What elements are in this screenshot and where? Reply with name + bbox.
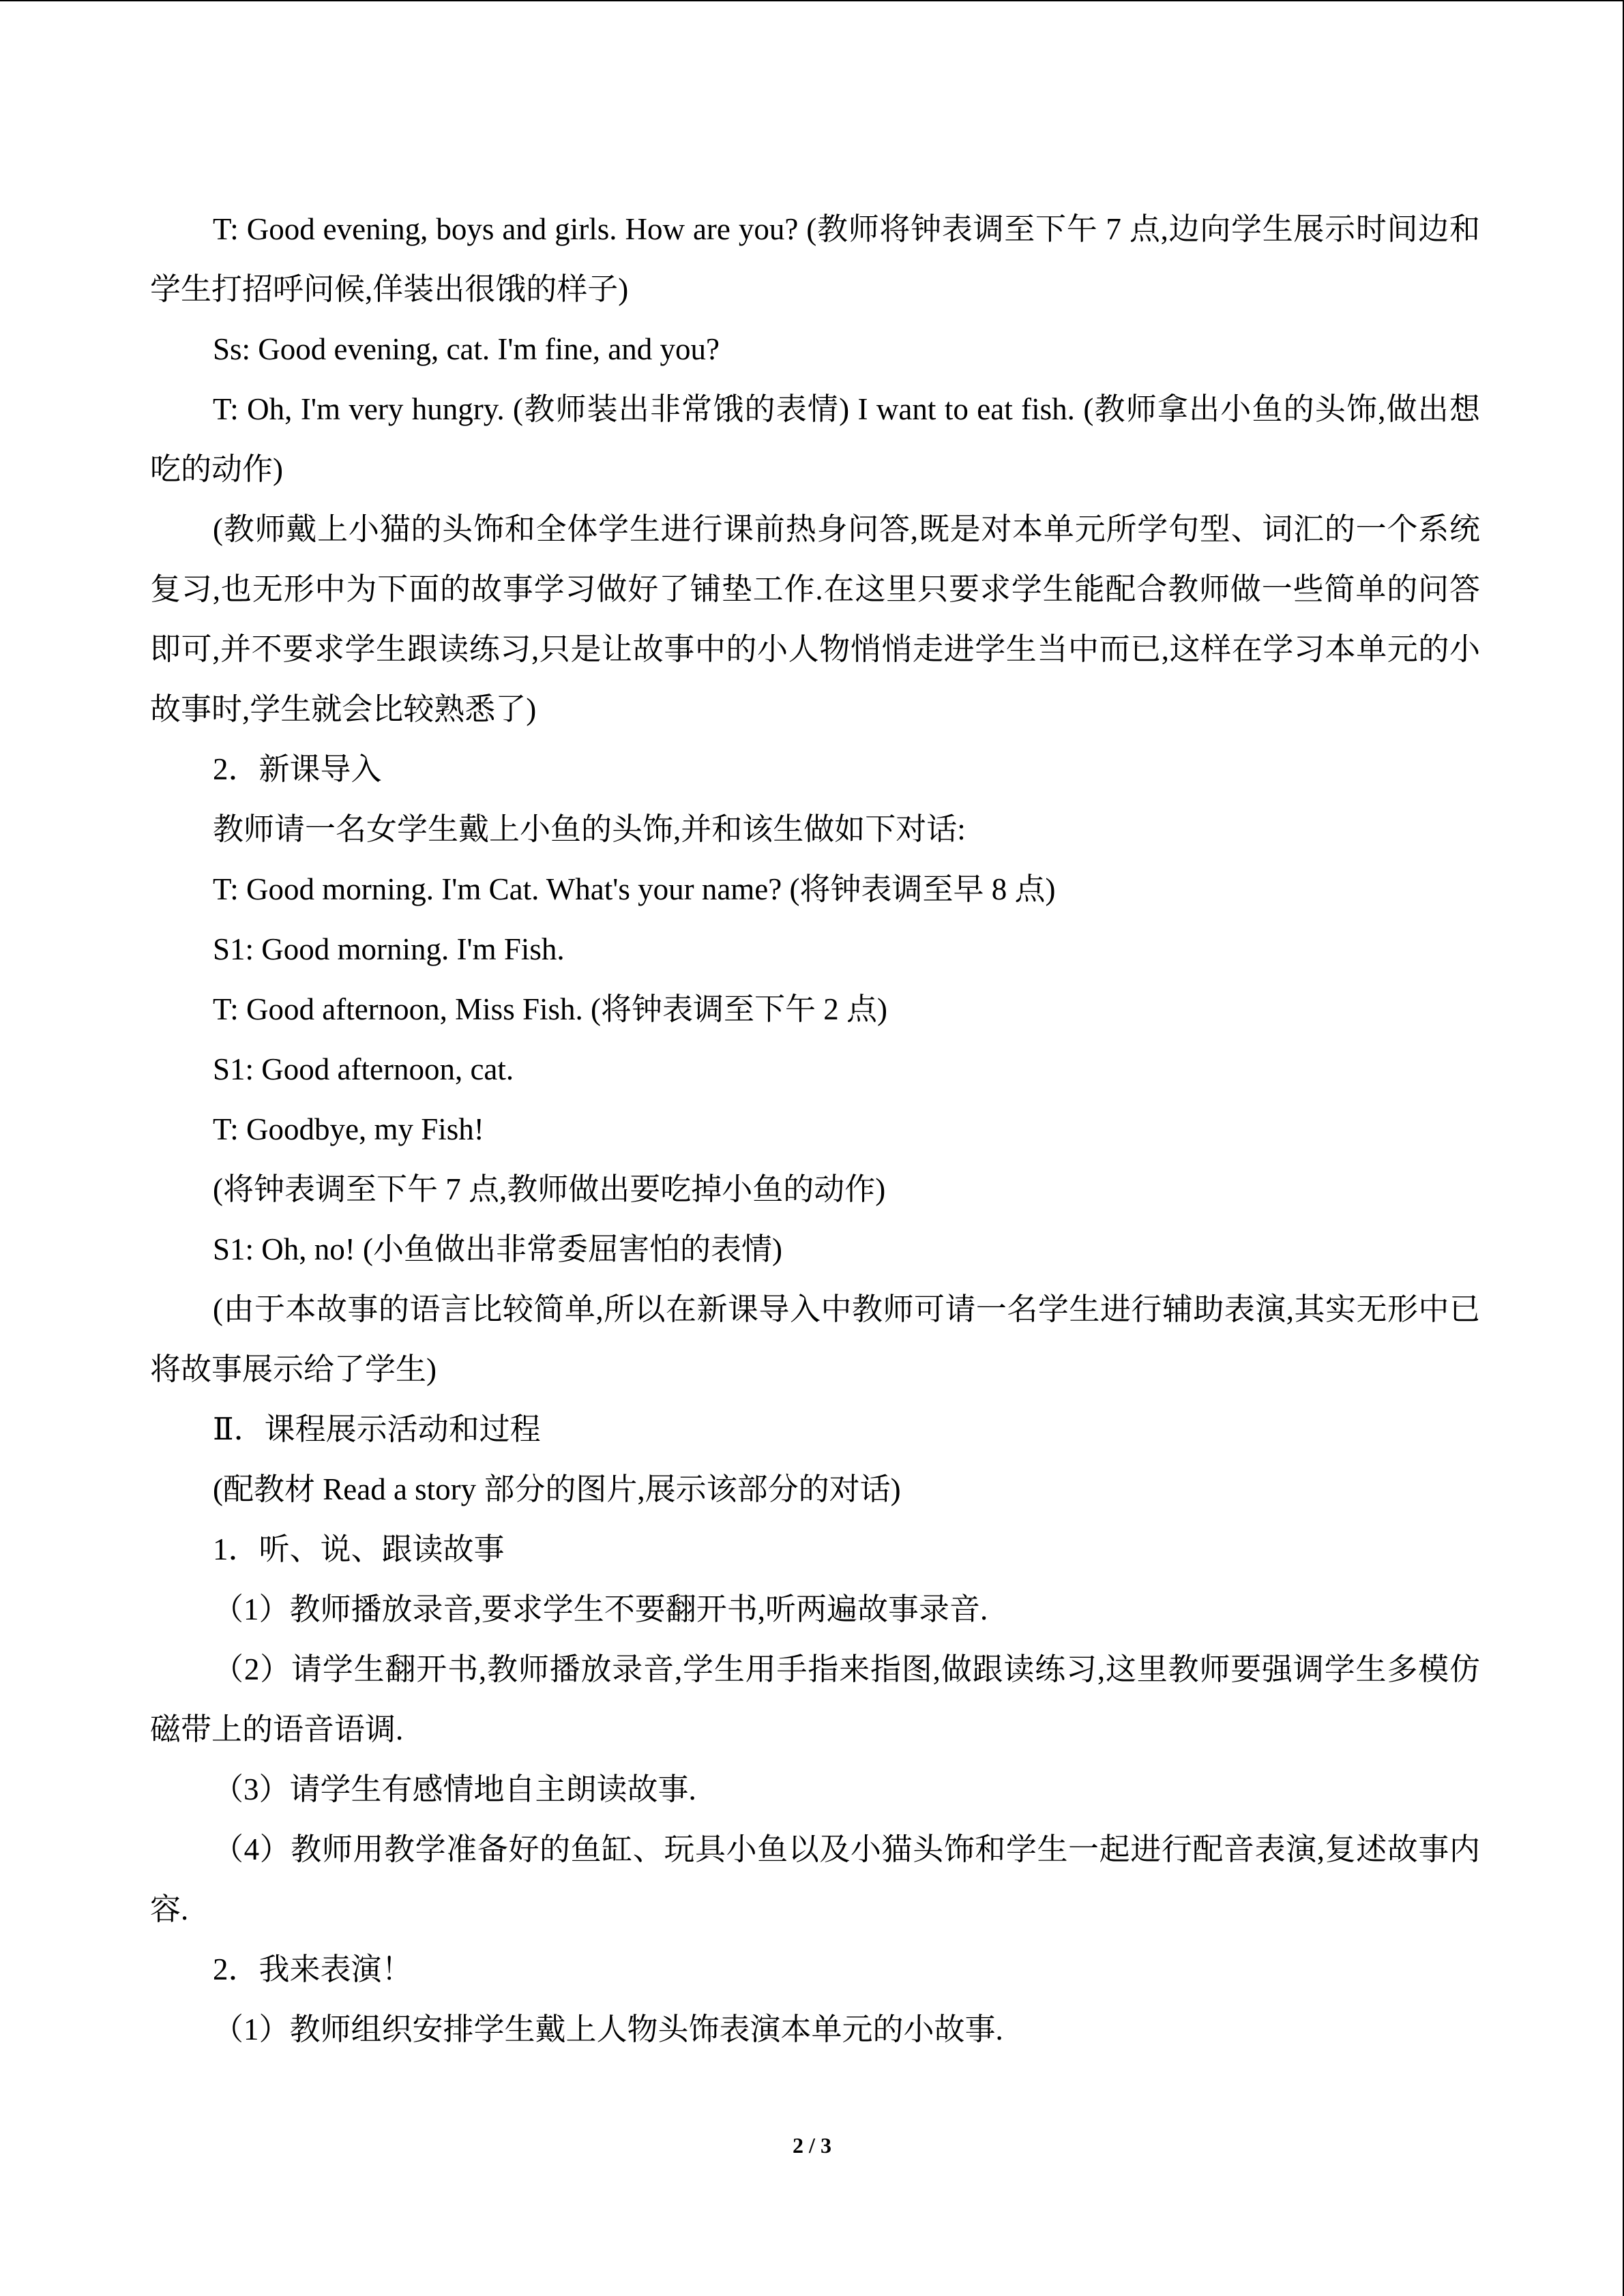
list-item-step-2: （2）请学生翻开书,教师播放录音,学生用手指来指图,做跟读练习,这里教师要强调学生多模仿磁带上的语音语调.	[150, 1652, 1480, 1746]
dialogue-line-5: T: Goodbye, my Fish!	[213, 1112, 484, 1146]
section-heading-new-lesson: 2．新课导入	[213, 752, 382, 786]
paragraph-warmup-note: (教师戴上小猫的头饰和全体学生进行课前热身问答,既是对本单元所学句型、词汇的一个系统复习,也无形中为下面的故事学习做好了铺垫工作.在这里只要求学生能配合教师做一些简单的问答即可,并不要求学生跟读练习,只是让故事中的小人物悄悄走进学生当中而已,这样在学习本单元的小故事时,学生就会比较熟悉了)	[150, 512, 1480, 726]
section-heading-activities: Ⅱ．课程展示活动和过程	[213, 1412, 541, 1446]
dialogue-line-6: S1: Oh, no! (小鱼做出非常委屈害怕的表情)	[213, 1232, 782, 1266]
list-item-step-3: （3）请学生有感情地自主朗读故事.	[213, 1772, 696, 1806]
dialogue-line-3: T: Good afternoon, Miss Fish. (将钟表调至下午 2 点)	[213, 992, 887, 1026]
document-body	[150, 199, 1480, 2059]
subsection-heading-listen-read: 1．听、说、跟读故事	[213, 1532, 505, 1566]
paragraph-read-story-note: (配教材 Read a story 部分的图片,展示该部分的对话)	[213, 1472, 901, 1506]
list-item-step-1: （1）教师播放录音,要求学生不要翻开书,听两遍故事录音.	[213, 1592, 988, 1626]
list-item-step-4: （4）教师用教学准备好的鱼缸、玩具小鱼以及小猫头饰和学生一起进行配音表演,复述故事内容.	[150, 1832, 1480, 1926]
paragraph-intro-note: (由于本故事的语言比较简单,所以在新课导入中教师可请一名学生进行辅助表演,其实无形中已将故事展示给了学生)	[150, 1292, 1480, 1386]
dialogue-line-1: T: Good morning. I'm Cat. What's your name? (将钟表调至早 8 点)	[213, 872, 1056, 906]
paragraph-dialogue-intro: 教师请一名女学生戴上小鱼的头饰,并和该生做如下对话:	[213, 812, 966, 846]
dialogue-line-2: S1: Good morning. I'm Fish.	[213, 932, 565, 966]
page-number: 2 / 3	[793, 2133, 831, 2158]
list-item-perform-1: （1）教师组织安排学生戴上人物头饰表演本单元的小故事.	[213, 2012, 1003, 2046]
subsection-heading-perform: 2．我来表演！	[213, 1952, 413, 1986]
dialogue-stage-direction: (将钟表调至下午 7 点,教师做出要吃掉小鱼的动作)	[213, 1172, 886, 1206]
paragraph-students-reply: Ss: Good evening, cat. I'm fine, and you?	[213, 332, 720, 366]
paragraph-greeting-evening: T: Good evening, boys and girls. How are you? (教师将钟表调至下午 7 点,边向学生展示时间边和学生打招呼问候,佯装出很饿的样子)	[150, 212, 1480, 306]
paragraph-teacher-hungry: T: Oh, I'm very hungry. (教师装出非常饿的表情) I want to eat fish. (教师拿出小鱼的头饰,做出想吃的动作)	[150, 392, 1480, 486]
dialogue-line-4: S1: Good afternoon, cat.	[213, 1052, 514, 1086]
